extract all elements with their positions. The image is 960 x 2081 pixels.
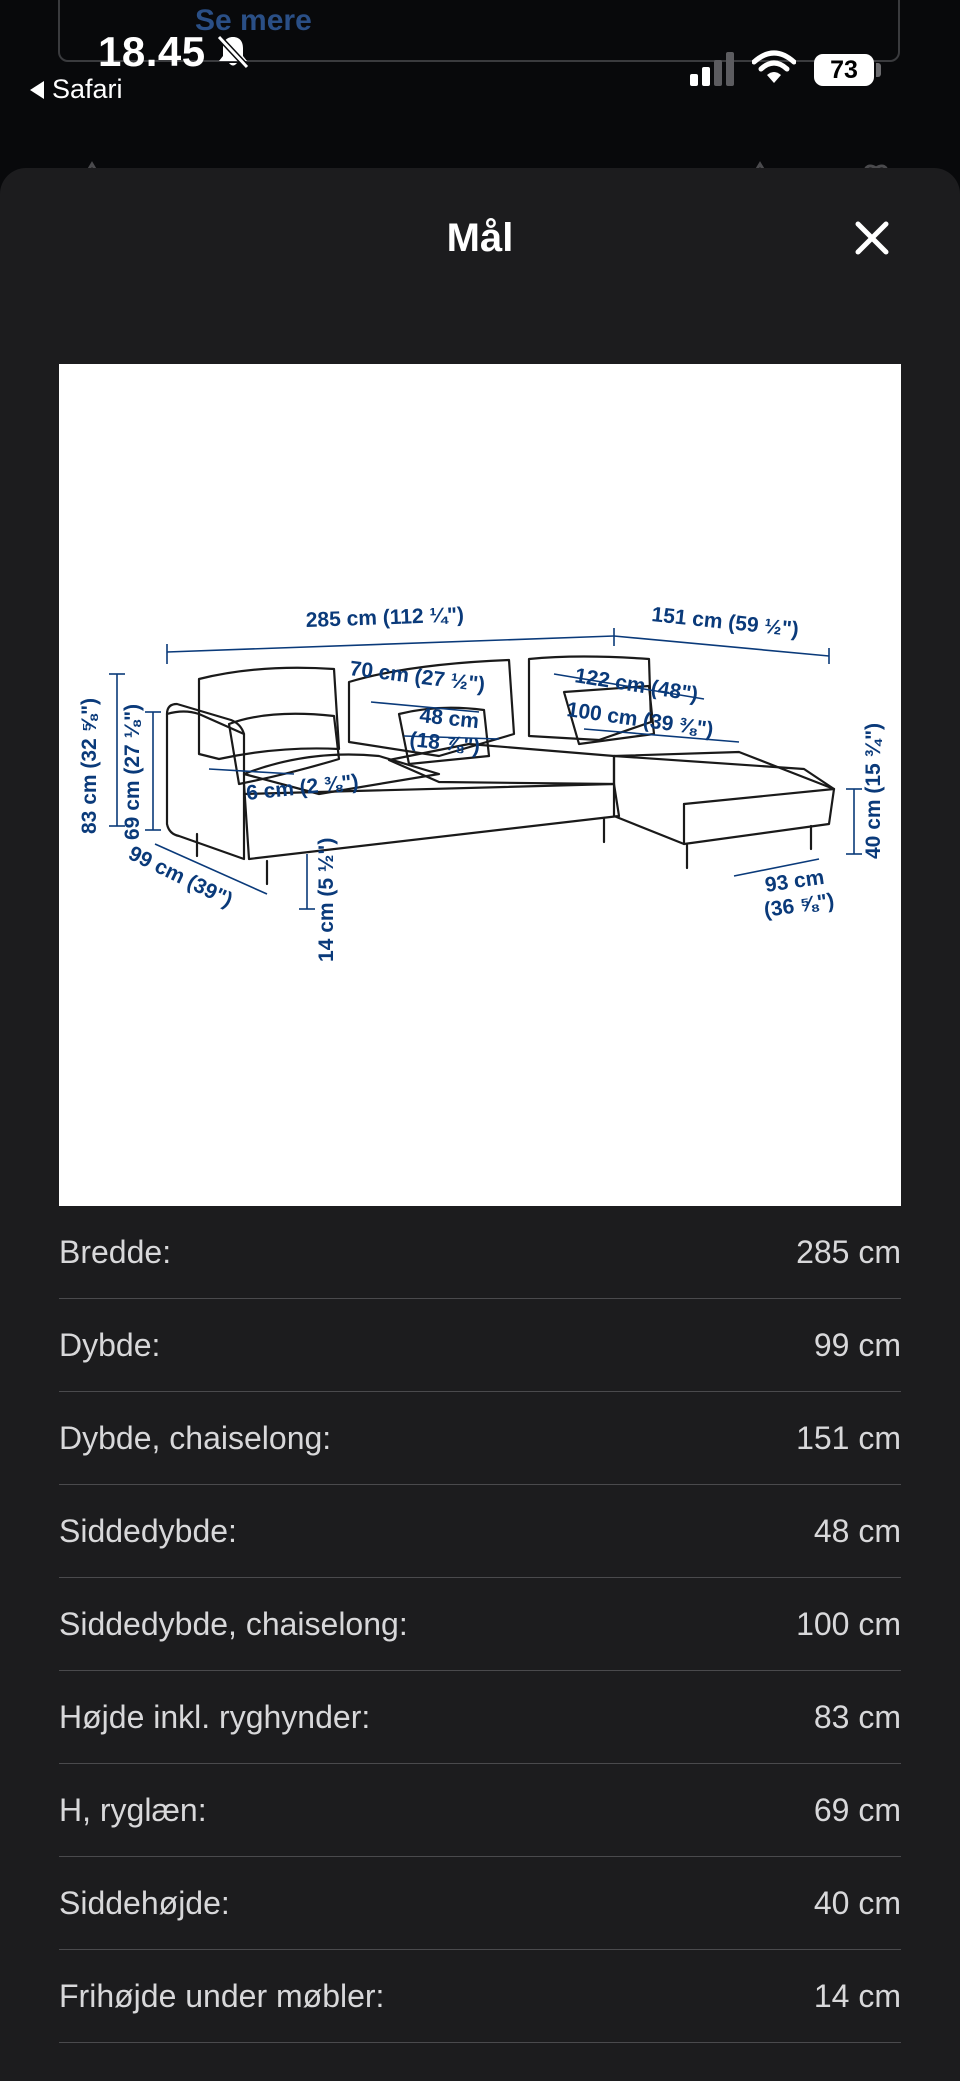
diagram-label-depth: 99 cm (39") xyxy=(124,841,237,912)
dimension-label: Frihøjde under møbler: xyxy=(59,1977,385,2014)
dimension-row xyxy=(59,1299,901,1392)
dimension-label: H, ryglæn: xyxy=(59,1791,207,1828)
dimension-value: 99 cm xyxy=(813,1326,901,1363)
diagram-label-chaise-width-2: (36 ⅝") xyxy=(762,889,836,922)
wifi-icon xyxy=(752,50,796,86)
diagram-label-arm-width: 6 cm (2 ⅜") xyxy=(245,770,360,805)
diagram-label-chaise-inner: 122 cm (48") xyxy=(573,664,700,707)
dimension-label: Dybde, chaiselong: xyxy=(59,1419,332,1456)
dimension-label: Siddehøjde: xyxy=(59,1884,230,1921)
sofa-line-drawing xyxy=(59,364,901,1206)
diagram-label-clearance: 14 cm (5 ½") xyxy=(315,837,338,962)
battery-indicator: 73 xyxy=(814,54,874,86)
dimension-row xyxy=(59,1578,901,1671)
dimension-value: 40 cm xyxy=(813,1884,901,1921)
diagram-label-chaise-depth: 151 cm (59 ½") xyxy=(650,603,800,642)
dimension-value: 100 cm xyxy=(796,1605,901,1642)
dimension-value: 83 cm xyxy=(813,1698,901,1735)
dimension-value: 151 cm xyxy=(796,1419,901,1456)
dimension-row xyxy=(59,1206,901,1299)
dimension-row xyxy=(59,1764,901,1857)
sheet-title: Mål xyxy=(446,216,514,260)
dimension-label: Bredde: xyxy=(59,1233,172,1270)
dimension-diagram xyxy=(59,364,901,1206)
dimension-value: 14 cm xyxy=(813,1977,901,2014)
dimension-label: Dybde: xyxy=(59,1326,161,1363)
back-arrow-icon xyxy=(30,81,44,99)
bell-slash-icon xyxy=(216,34,250,70)
diagram-label-chaise-seat-depth: 100 cm (39 ⅜") xyxy=(565,698,715,742)
dimension-row xyxy=(59,1485,901,1578)
see-more-link[interactable]: Se mere xyxy=(195,4,312,37)
dimension-label: Siddedybde: xyxy=(59,1512,237,1549)
dimension-label: Højde inkl. ryghynder: xyxy=(59,1698,371,1735)
dimension-row xyxy=(59,1392,901,1485)
close-icon[interactable] xyxy=(848,214,896,262)
diagram-label-chaise-width-1: 93 cm xyxy=(763,865,826,897)
dimension-row xyxy=(59,1857,901,1950)
cellular-signal-icon xyxy=(688,50,738,88)
diagram-label-seat-depth-2: (18 ⅞") xyxy=(408,728,482,759)
dimensions-sheet xyxy=(0,168,960,2081)
diagram-label-seat-height: 40 cm (15 ¾") xyxy=(862,722,885,859)
dimension-row xyxy=(59,1671,901,1764)
diagram-label-seat-depth-1: 48 cm xyxy=(418,704,481,734)
dimensions-list xyxy=(59,1206,901,2043)
back-to-safari-button[interactable] xyxy=(30,74,123,105)
dimension-row xyxy=(59,1950,901,2043)
dimension-value: 69 cm xyxy=(813,1791,901,1828)
diagram-label-cushion-width: 70 cm (27 ½") xyxy=(348,657,487,697)
diagram-label-height: 83 cm (32 ⅝") xyxy=(78,697,101,834)
battery-nub xyxy=(876,63,881,77)
dimension-value: 48 cm xyxy=(813,1512,901,1549)
dimension-value: 285 cm xyxy=(796,1233,901,1270)
diagram-label-back-height: 69 cm (27 ⅛") xyxy=(121,703,144,840)
diagram-label-width: 285 cm (112 ¼") xyxy=(305,603,465,632)
status-time: 18.45 xyxy=(98,28,206,75)
back-app-label: Safari xyxy=(52,74,123,104)
dimension-label: Siddedybde, chaiselong: xyxy=(59,1605,408,1642)
